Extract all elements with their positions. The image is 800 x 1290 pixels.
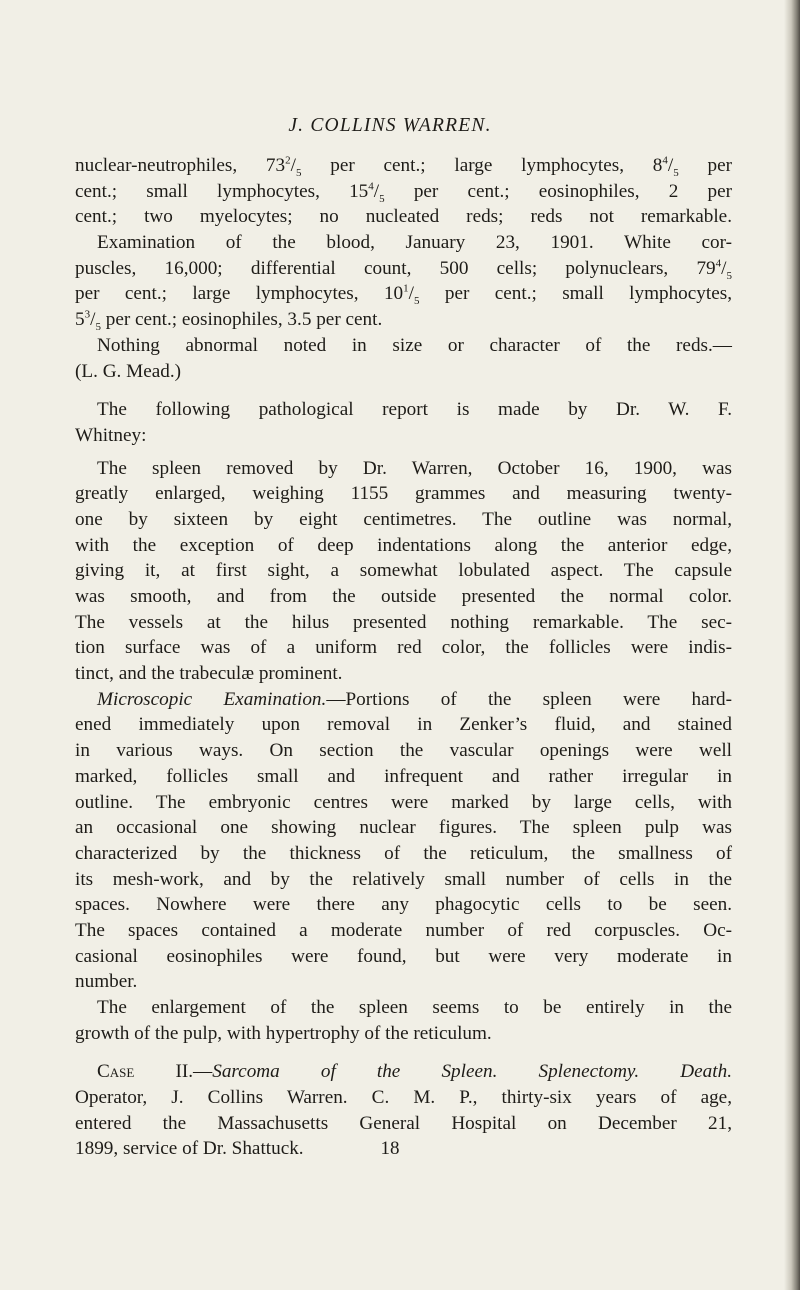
text-line: tion surface was of a uniform red color, the follicles were indis-: [75, 637, 732, 659]
paragraph-gap: [75, 1046, 732, 1059]
text-line: $5^3/_5$ per cent.; eosinophiles, 3.5 per cent.: [75, 308, 383, 333]
text-line: outline. The embryonic centres were marked by large cells, with: [75, 791, 732, 813]
text-line: ened immediately upon removal in Zenker’s fluid, and stained: [75, 714, 732, 736]
text-line: its mesh-work, and by the relatively small number of cells in the: [75, 868, 732, 890]
text-line: characterized by the thickness of the reticulum, the smallness of: [75, 842, 732, 864]
paragraph-start: The following pathological report is made by Dr. W. F.: [97, 399, 732, 421]
page-edge-shadow: [784, 0, 800, 1290]
text-line: growth of the pulp, with hypertrophy of the reticulum.: [75, 1022, 492, 1044]
text-line: The spaces contained a moderate number of red corpuscles. Oc-: [75, 919, 732, 941]
paragraph-gap: [75, 384, 732, 397]
paragraph-start: Nothing abnormal noted in size or character of the reds.—: [97, 334, 732, 356]
text-line: Operator, J. Collins Warren. C. M. P., thirty-six years of age,: [75, 1087, 732, 1109]
text-line: cent.; small lymphocytes, $15^4/_5$ per cent.; eosinophiles, 2 per: [75, 180, 732, 205]
paragraph-start: Examination of the blood, January 23, 1901. White cor-: [97, 232, 732, 254]
paragraph-start: The enlargement of the spleen seems to be entirely in the: [97, 997, 732, 1018]
text-line: 1899, service of Dr. Shattuck.: [75, 1138, 304, 1160]
text-line: The vessels at the hilus presented nothing remarkable. The sec-: [75, 611, 732, 633]
text-line: spaces. Nowhere were there any phagocytic cells to be seen.: [75, 894, 732, 916]
text-line: greatly enlarged, weighing 1155 grammes and measuring twenty-: [75, 483, 732, 505]
text-line: entered the Massachusetts General Hospital on December 21,: [75, 1112, 732, 1134]
text-line: tinct, and the trabeculæ prominent.: [75, 663, 343, 685]
text-line: (L. G. Mead.): [75, 360, 182, 382]
text-line: in various ways. On section the vascular openings were well: [75, 740, 732, 762]
page-number: 18: [380, 1138, 400, 1159]
text-line: Whitney:: [75, 424, 147, 446]
text-line: one by sixteen by eight centimetres. The outline was normal,: [75, 508, 732, 530]
text-line: per cent.; large lymphocytes, $10^1/_5$ per cent.; small lymphocytes,: [75, 283, 732, 308]
text-line: marked, follicles small and infrequent and rather irregular in: [75, 765, 732, 787]
paragraph-gap: [75, 449, 732, 456]
text-line: cent.; two myelocytes; no nucleated reds; reds not remarkable.: [75, 206, 732, 228]
text-line: an occasional one showing nuclear figures. The spleen pulp was: [75, 817, 732, 839]
case-heading: Case II.—Sarcoma of the Spleen. Splenectomy. Death.: [97, 1061, 732, 1083]
body-text: [75, 153, 732, 1162]
text-line: casional eosinophiles were found, but were very moderate in: [75, 945, 732, 967]
section-heading: Microscopic Examination.: [97, 688, 327, 710]
text-line: puscles, 16,000; differential count, 500 cells; polynuclears, $79^4/_5$: [75, 257, 732, 282]
paragraph-start: Microscopic Examination.—Portions of the spleen were hard-: [97, 688, 732, 710]
text-line: was smooth, and from the outside presented the normal color.: [75, 586, 732, 607]
text-line: giving it, at first sight, a somewhat lobulated aspect. The capsule: [75, 560, 732, 582]
text-line: with the exception of deep indentations along the anterior edge,: [75, 534, 732, 556]
text-line: number.: [75, 971, 138, 993]
running-header: J. COLLINS WARREN.: [288, 115, 492, 136]
text-line: nuclear-neutrophiles, $73^2/_5$ per cent.; large lymphocytes, $8^4/_5$ per: [75, 154, 732, 179]
paragraph-start: The spleen removed by Dr. Warren, October 16, 1900, was: [97, 457, 732, 479]
